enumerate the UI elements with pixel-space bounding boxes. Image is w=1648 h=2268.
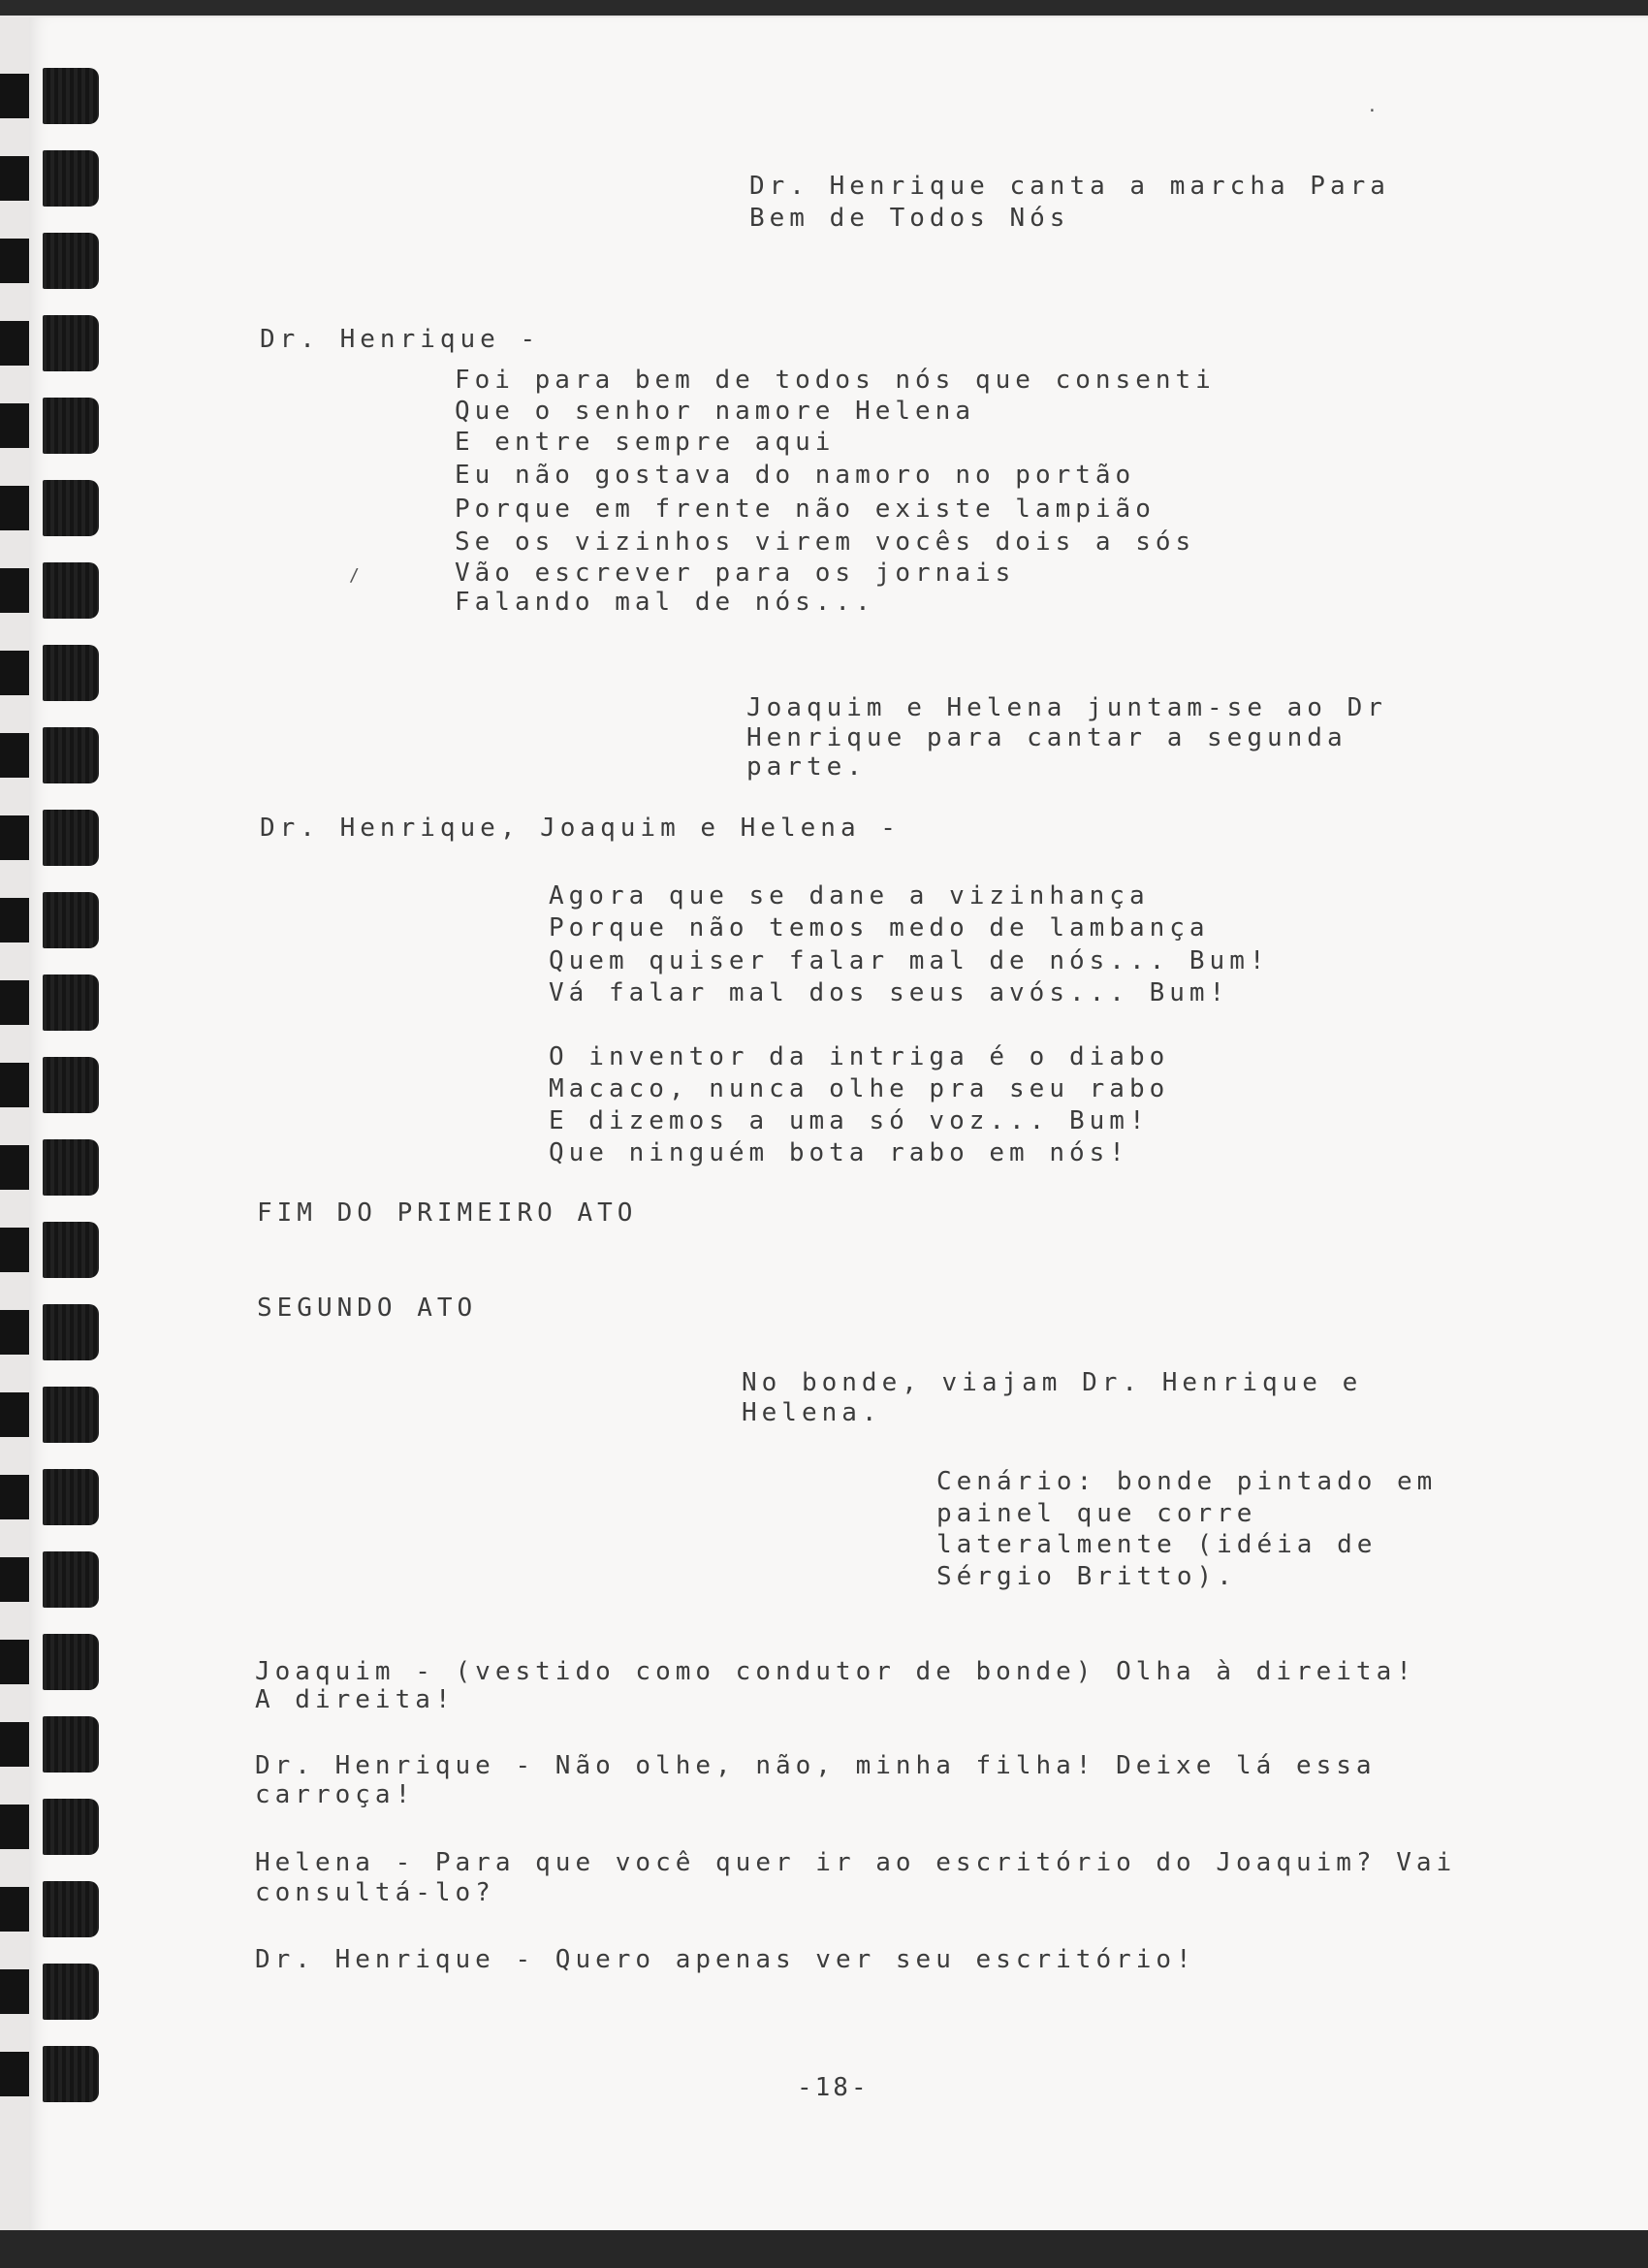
binding-ring bbox=[0, 150, 101, 207]
lyric-line: Se os vizinhos virem vocês dois a sós bbox=[455, 527, 1196, 557]
binding-ring bbox=[0, 645, 101, 701]
lyric-line: Foi para bem de todos nós que consenti bbox=[455, 366, 1216, 395]
pen-mark: · bbox=[1367, 101, 1378, 121]
dialogue-line: Dr. Henrique - Não olhe, não, minha filha! Deixe lá essa bbox=[255, 1751, 1377, 1780]
stage-direction: No bonde, viajam Dr. Henrique e bbox=[742, 1368, 1363, 1397]
binding-ring bbox=[0, 233, 101, 289]
lyric-line: Eu não gostava do namoro no portão bbox=[455, 461, 1136, 490]
lyric-line: Macaco, nunca olhe pra seu rabo bbox=[549, 1074, 1170, 1103]
dialogue-line: Joaquim - (vestido como condutor de bonde) Olha à direita! bbox=[255, 1657, 1416, 1686]
lyric-line: Falando mal de nós... bbox=[455, 588, 875, 617]
scenery-note: Sérgio Britto). bbox=[936, 1562, 1237, 1591]
act-heading: FIM DO PRIMEIRO ATO bbox=[257, 1198, 638, 1228]
lyric-line: O inventor da intriga é o diabo bbox=[549, 1042, 1170, 1071]
binding-ring bbox=[0, 810, 101, 866]
binding-ring bbox=[0, 68, 101, 124]
scenery-note: Cenário: bonde pintado em bbox=[936, 1467, 1438, 1496]
dialogue-line: Helena - Para que você quer ir ao escritório do Joaquim? Vai bbox=[255, 1848, 1457, 1877]
dialogue-line: consultá-lo? bbox=[255, 1878, 495, 1907]
stage-direction: parte. bbox=[746, 752, 867, 782]
lyric-line: Que ninguém bota rabo em nós! bbox=[549, 1138, 1129, 1167]
binding-ring bbox=[0, 398, 101, 454]
binding-ring bbox=[0, 1469, 101, 1525]
speaker-label: Dr. Henrique, Joaquim e Helena - bbox=[260, 814, 901, 843]
pen-mark: / bbox=[349, 565, 360, 586]
stage-direction: Bem de Todos Nós bbox=[749, 204, 1070, 233]
page-number: -18- bbox=[797, 2073, 870, 2102]
scan-bottom-edge bbox=[0, 2230, 1648, 2268]
spiral-binding bbox=[0, 39, 107, 2172]
lyric-line: Vá falar mal dos seus avós... Bum! bbox=[549, 978, 1230, 1007]
binding-ring bbox=[0, 892, 101, 948]
lyric-line: E entre sempre aqui bbox=[455, 428, 836, 457]
binding-ring bbox=[0, 1222, 101, 1278]
binding-ring bbox=[0, 562, 101, 619]
binding-ring bbox=[0, 1881, 101, 1937]
lyric-line: Porque em frente não existe lampião bbox=[455, 495, 1156, 524]
binding-ring bbox=[0, 480, 101, 536]
lyric-line: Agora que se dane a vizinhança bbox=[549, 881, 1150, 910]
binding-ring bbox=[0, 315, 101, 371]
lyric-line: Quem quiser falar mal de nós... Bum! bbox=[549, 946, 1270, 975]
stage-direction: Henrique para cantar a segunda bbox=[746, 723, 1347, 752]
act-heading: SEGUNDO ATO bbox=[257, 1294, 478, 1323]
scenery-note: lateralmente (idéia de bbox=[936, 1530, 1378, 1559]
binding-ring bbox=[0, 1139, 101, 1196]
binding-ring bbox=[0, 727, 101, 783]
binding-ring bbox=[0, 1551, 101, 1608]
binding-ring bbox=[0, 1057, 101, 1113]
binding-ring bbox=[0, 1387, 101, 1443]
binding-ring bbox=[0, 1304, 101, 1360]
lyric-line: Porque não temos medo de lambança bbox=[549, 913, 1210, 942]
stage-direction: Helena. bbox=[742, 1398, 882, 1427]
speaker-label: Dr. Henrique - bbox=[260, 325, 541, 354]
dialogue-line: A direita! bbox=[255, 1685, 456, 1714]
lyric-line: Que o senhor namore Helena bbox=[455, 397, 975, 426]
binding-ring bbox=[0, 1634, 101, 1690]
scan-top-edge bbox=[0, 0, 1648, 16]
scenery-note: painel que corre bbox=[936, 1499, 1257, 1528]
binding-ring bbox=[0, 1716, 101, 1773]
stage-direction: Dr. Henrique canta a marcha Para bbox=[749, 172, 1390, 201]
dialogue-line: Dr. Henrique - Quero apenas ver seu escritório! bbox=[255, 1945, 1196, 1974]
lyric-line: E dizemos a uma só voz... Bum! bbox=[549, 1106, 1150, 1135]
binding-ring bbox=[0, 1964, 101, 2020]
binding-ring bbox=[0, 2046, 101, 2102]
binding-ring bbox=[0, 1799, 101, 1855]
dialogue-line: carroça! bbox=[255, 1780, 416, 1809]
lyric-line: Vão escrever para os jornais bbox=[455, 559, 1016, 588]
stage-direction: Joaquim e Helena juntam-se ao Dr bbox=[746, 693, 1387, 722]
binding-ring bbox=[0, 974, 101, 1031]
